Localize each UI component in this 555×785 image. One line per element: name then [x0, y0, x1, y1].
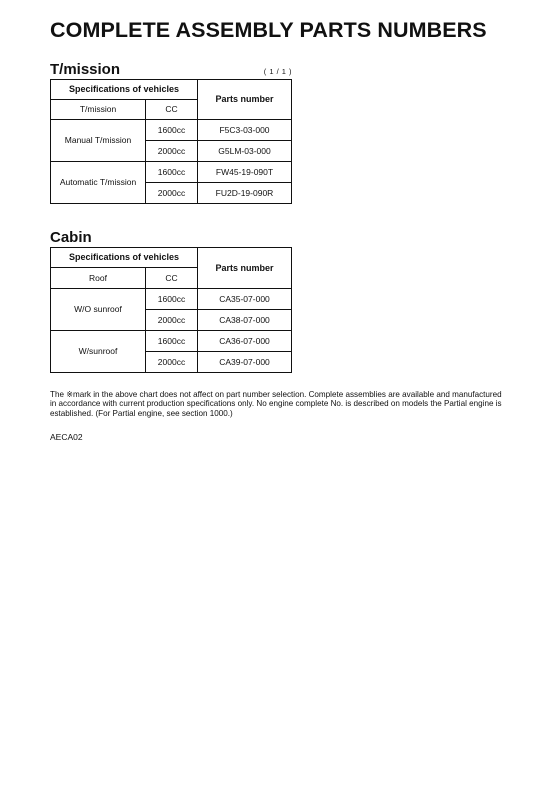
cc-cell: 1600cc — [146, 120, 198, 141]
cc-cell: 2000cc — [146, 352, 198, 373]
document-id: AECA02 — [50, 432, 83, 442]
cc-cell: 2000cc — [146, 183, 198, 204]
part-number-cell: CA39-07-000 — [198, 352, 292, 373]
cc-cell: 2000cc — [146, 141, 198, 162]
type-cell: W/O sunroof — [51, 289, 146, 331]
transmission-section-header — [50, 61, 292, 78]
spec-header: Specifications of vehicles — [51, 248, 198, 268]
type-cell: Manual T/mission — [51, 120, 146, 162]
table-row — [51, 331, 292, 352]
col-cc-header: CC — [146, 100, 198, 120]
footnote: The ※mark in the above chart does not affect on part number selection. Complete assemblies are available and manufactured in accordance with current production specifications only. No engine complete No. is described on models the Partial engine is established. (For Partial engine, see section 1000.) — [50, 390, 502, 418]
col-cc-header: CC — [146, 268, 198, 289]
cc-cell: 1600cc — [146, 289, 198, 310]
parts-number-header: Parts number — [198, 248, 292, 289]
part-number-cell: G5LM-03-000 — [198, 141, 292, 162]
type-cell: W/sunroof — [51, 331, 146, 373]
cabin-table — [50, 247, 292, 373]
part-number-cell: CA38-07-000 — [198, 310, 292, 331]
table-row — [51, 120, 292, 141]
transmission-heading: T/mission — [50, 61, 121, 78]
table-row — [51, 289, 292, 310]
col-type-header: Roof — [51, 268, 146, 289]
part-number-cell: FU2D-19-090R — [198, 183, 292, 204]
spec-header: Specifications of vehicles — [51, 80, 198, 100]
part-number-cell: CA35-07-000 — [198, 289, 292, 310]
part-number-cell: FW45-19-090T — [198, 162, 292, 183]
cabin-section-header — [50, 229, 292, 246]
cabin-heading: Cabin — [50, 229, 92, 246]
page-title: COMPLETE ASSEMBLY PARTS NUMBERS — [50, 18, 487, 42]
part-number-cell: F5C3-03-000 — [198, 120, 292, 141]
cc-cell: 1600cc — [146, 162, 198, 183]
parts-number-header: Parts number — [198, 80, 292, 120]
part-number-cell: CA36-07-000 — [198, 331, 292, 352]
type-cell: Automatic T/mission — [51, 162, 146, 204]
transmission-table — [50, 79, 292, 204]
cc-cell: 1600cc — [146, 331, 198, 352]
table-row — [51, 162, 292, 183]
col-type-header: T/mission — [51, 100, 146, 120]
page-indicator: ( 1 / 1 ) — [263, 67, 292, 76]
cc-cell: 2000cc — [146, 310, 198, 331]
